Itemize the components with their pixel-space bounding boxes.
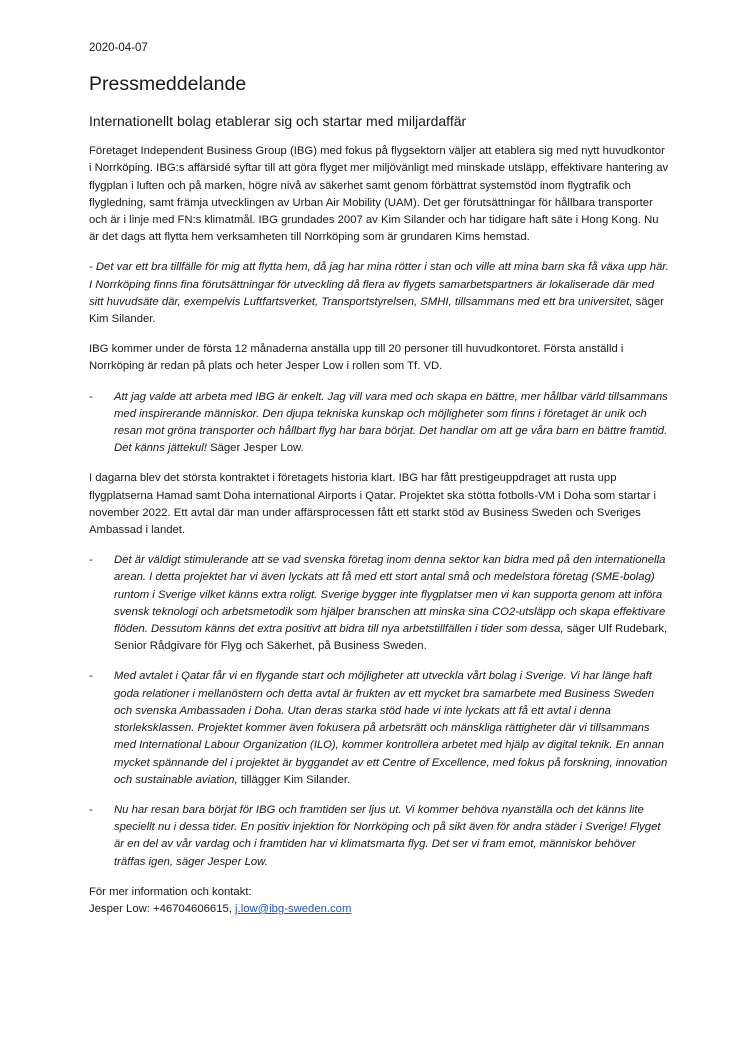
contract-paragraph: I dagarna blev det största kontraktet i företagets historia klart. IBG har fått prestigeuppdraget att rusta upp flygplatserna Hamad samt Doha international Airports i Qatar. Projektet ska stötta fotbolls-VM i Doha som startar i november 2022. Ett avtal där man under affärsprocessen fått ett starkt stöd av Business Sweden och Sveriges Ambassad i landet. — [89, 472, 656, 537]
quote-text: Det är väldigt stimulerande att se vad svenska företag inom denna sektor kan bidra med på den internationella arean. I detta projektet har vi även lyckats att få med ett stort antal små och medelstora företag (SME-bolag) runtom i Sverige vilket känns extra roligt. Sverige bygger inte flygplatser men vi kan supporta genom att införa svensk teknologi och arbetsmetodik som hjälper branschen att minska sina CO2-utsläpp och skapa effektivare flöden. Dessutom känns det extra positivt att bidra till nya arbetstillfällen i tider som dessa, — [114, 554, 666, 636]
quote-dash: - — [89, 803, 93, 816]
quote-attribution: Säger Jesper Low. — [206, 442, 304, 455]
release-date: 2020-04-07 — [89, 42, 148, 54]
quote-block-kim-silander — [89, 668, 669, 788]
quote-block-jesper-low — [89, 389, 669, 458]
page-subtitle: Internationellt bolag etablerar sig och startar med miljardaffär — [89, 113, 467, 130]
contact-email-link[interactable]: j.low@ibg-sweden.com — [235, 902, 352, 915]
kim-silander-quote — [89, 259, 669, 328]
quote-dash: - — [89, 390, 93, 403]
quote-block-jesper-low-closing — [89, 802, 669, 871]
quote-dash: - — [89, 554, 93, 567]
contact-heading: För mer information och kontakt: — [89, 885, 252, 898]
quote-attribution: säger Ulf Rudebark, Senior Rådgivare för Flyg och Säkerhet, på Business Sweden. — [114, 623, 668, 653]
quote-text: Nu har resan bara börjat för IBG och framtiden ser ljus ut. Vi kommer behöva nyanställa och det känns lite speciellt nu i dessa tider. En positiv injektion för Norrköping och på sikt även för andra städer i Sverige! Flyget är en del av vår vardag och i framtiden har vi klimatsmarta flyg. Det ser vi fram emot, människor behöver träffas igen, säger Jesper Low. — [114, 803, 661, 868]
quote-attribution: tillägger Kim Silander. — [237, 773, 351, 786]
quote-dash: - — [89, 670, 93, 683]
page-title: Pressmeddelande — [89, 73, 247, 96]
hiring-paragraph: IBG kommer under de första 12 månaderna anställa upp till 20 personer till huvudkontoret. Första anställd i Norrköping är redan på plats och heter Jesper Low i rollen som Tf. VD. — [89, 343, 624, 373]
contact-section — [89, 884, 669, 918]
quote-text: Med avtalet i Qatar får vi en flygande start och möjligheter att utveckla vårt bolag i Sverige. Vi har länge haft goda relationer i mellanöstern och detta avtal är frukten av ett mycket bra samarbete med Business Sweden och svenska Ambassaden i Doha. Utan deras starka stöd hade vi inte lyckats att få ett avtal i denna storleksklassen. Projektet kommer även fokusera på arbetsrätt och mänskliga rättigheter där vi tillsammans med International Labour Organization (ILO), kommer kontrollera arbetet med hjälp av digital teknik. En annan mycket spännande del i projektet är byggandet av ett Centre of Excellence, med fokus på forskning, innovation och sustainable aviation, — [114, 670, 668, 786]
press-release-page — [89, 40, 669, 918]
quote-attribution: säger Kim Silander. — [89, 295, 664, 326]
intro-paragraph: Företaget Independent Business Group (IBG) med fokus på flygsektorn väljer att etablera sig med nytt huvudkontor i Norrköping. IBG:s affärsidé syftar till att göra flyget mer miljövänligt med minskade utsläpp, effektivare hantering av flygplan i luften och på marken, högre nivå av säkerhet samt genom förbättrat systemstöd inom flygtrafik och flygledning, samt främja utvecklingen av Urban Air Mobility (UAM). Det ger förutsättningar för hållbara transporter och är i linje med FN:s klimatmål. IBG grundades 2007 av Kim Silander och har tidigare haft säte i Hong Kong. Nu är det dags att flytta hem verksamheten till Norrköping som är grundaren Kims hemstad. — [89, 145, 669, 244]
contact-line — [89, 901, 669, 918]
quote-text: - Det var ett bra tillfälle för mig att flytta hem, då jag har mina rötter i stan och ville att mina barn ska få växa upp här. I Norrköping finns fina förutsättningar för utveckling då flera av flygets samarbetspartners är lokaliserade där med sitt huvudsäte där, exempelvis Luftfartsverket, Transportstyrelsen, SMHI, tillsammans med ett bra universitet, — [89, 261, 669, 308]
contact-name-phone: Jesper Low: +46704606615, — [89, 902, 236, 915]
quote-block-ulf-rudebark — [89, 552, 669, 655]
quote-text: Att jag valde att arbeta med IBG är enkelt. Jag vill vara med och skapa en bättre, mer hållbar värld tillsammans med inspirerande människor. Den djupa tekniska kunskap och möjligheter som finns i företaget är unik och resan mot gröna transporter och hållbart flyg har bara börjat. Det handlar om att ge våra barn en bättre framtid. Det känns jättekul! — [114, 390, 668, 455]
